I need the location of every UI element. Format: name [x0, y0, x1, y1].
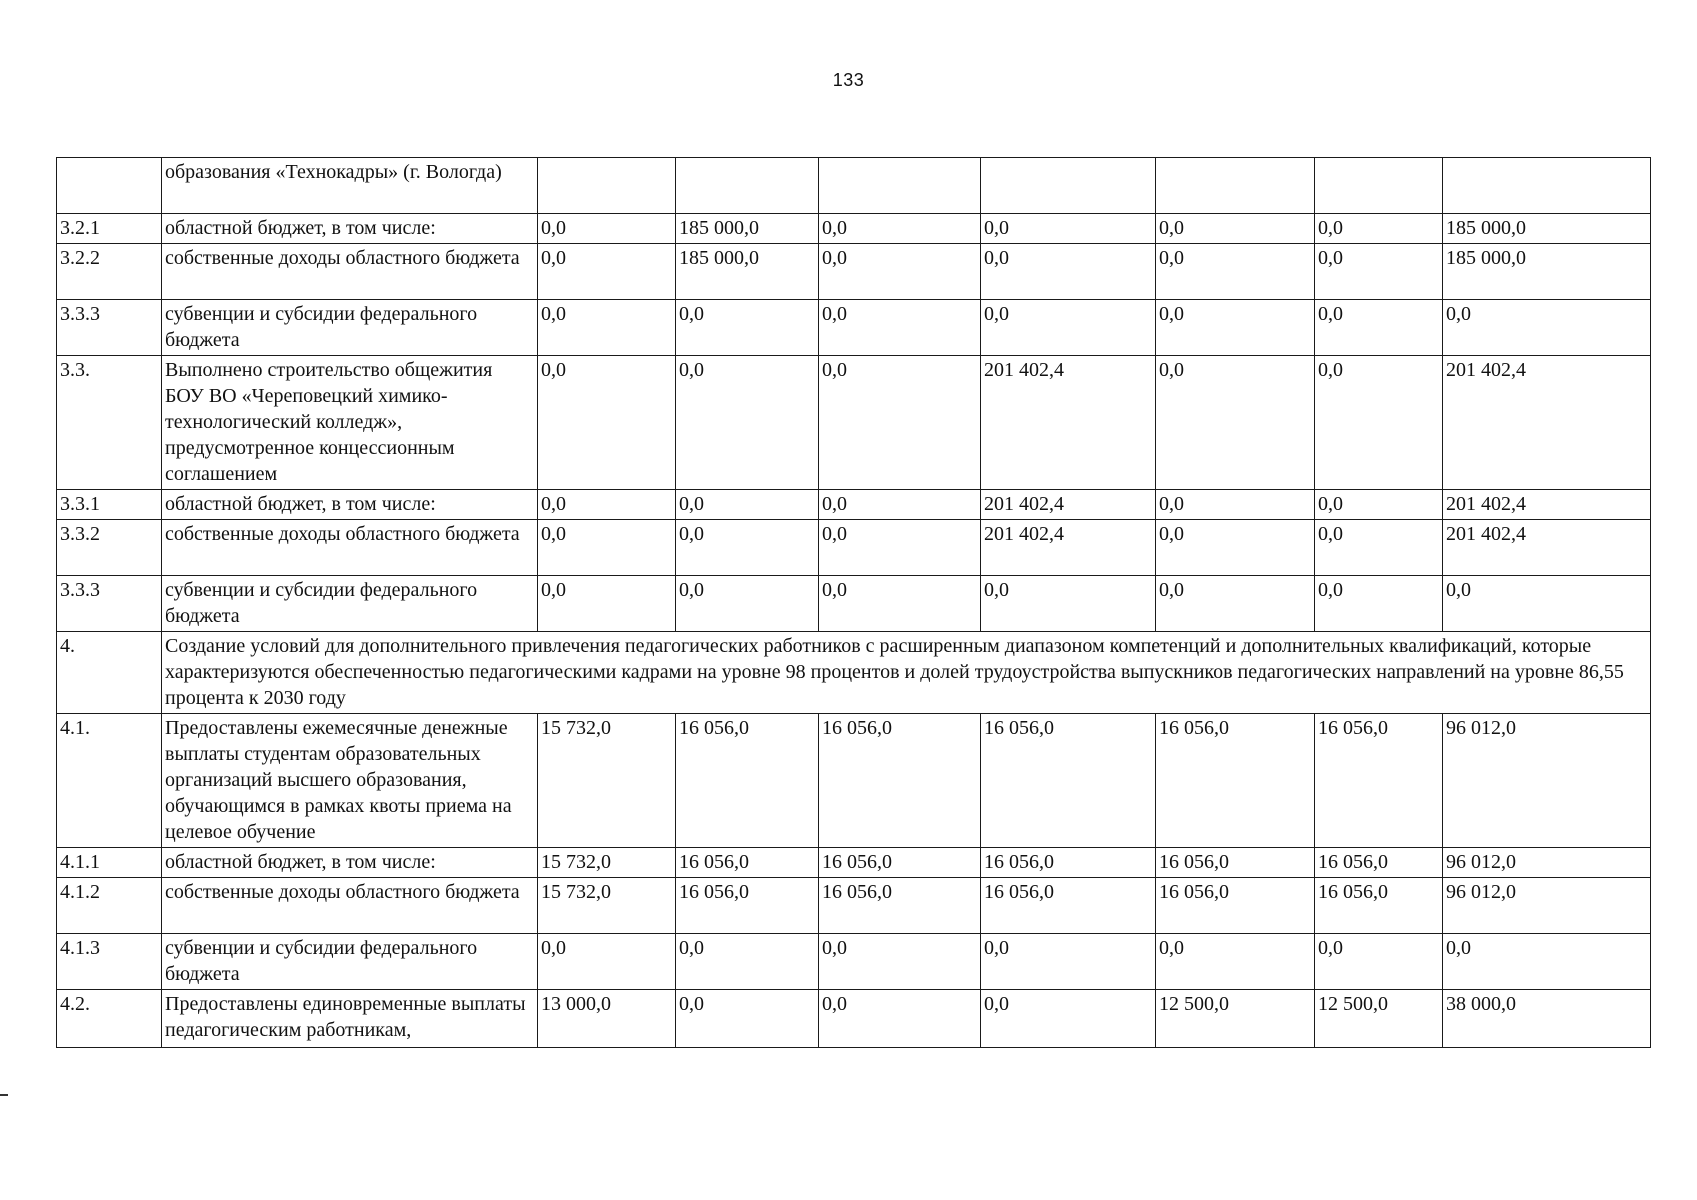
- row-name-cell: областной бюджет, в том числе:: [162, 490, 538, 520]
- value-cell: 16 056,0: [1156, 878, 1315, 934]
- value-cell: 0,0: [676, 490, 819, 520]
- row-code-cell: 3.3.3: [57, 576, 162, 632]
- value-cell: 0,0: [1443, 576, 1651, 632]
- value-cell: 16 056,0: [1315, 878, 1443, 934]
- value-cell: 0,0: [1156, 934, 1315, 990]
- value-cell: 0,0: [676, 990, 819, 1048]
- value-cell: 0,0: [981, 990, 1156, 1048]
- value-cell: 0,0: [676, 300, 819, 356]
- value-cell: 0,0: [1156, 356, 1315, 490]
- value-cell: 16 056,0: [676, 848, 819, 878]
- value-cell: 0,0: [1156, 300, 1315, 356]
- value-cell: 16 056,0: [676, 714, 819, 848]
- value-cell: 0,0: [819, 490, 981, 520]
- value-cell: 12 500,0: [1315, 990, 1443, 1048]
- value-cell: 0,0: [538, 576, 676, 632]
- value-cell: 0,0: [819, 520, 981, 576]
- table-row: [57, 632, 1651, 714]
- value-cell: 0,0: [819, 990, 981, 1048]
- value-cell: 16 056,0: [1315, 714, 1443, 848]
- value-cell: 0,0: [1443, 300, 1651, 356]
- row-name-cell: образования «Технокадры» (г. Вологда): [162, 158, 538, 214]
- row-name-cell: Предоставлены ежемесячные денежные выплаты студентам образовательных организаций высшего образования, обучающимся в рамках квоты приема на целевое обучение: [162, 714, 538, 848]
- value-cell: 12 500,0: [1156, 990, 1315, 1048]
- value-cell: 0,0: [819, 356, 981, 490]
- value-cell: 0,0: [819, 244, 981, 300]
- value-cell: 15 732,0: [538, 848, 676, 878]
- row-code-cell: 4.1.1: [57, 848, 162, 878]
- value-cell: 0,0: [1315, 300, 1443, 356]
- budget-table: [56, 157, 1651, 1048]
- value-cell: 0,0: [981, 300, 1156, 356]
- value-cell: 0,0: [538, 934, 676, 990]
- value-cell: 0,0: [819, 214, 981, 244]
- value-cell: 185 000,0: [676, 214, 819, 244]
- value-cell: [1315, 158, 1443, 214]
- row-name-cell: областной бюджет, в том числе:: [162, 214, 538, 244]
- value-cell: 16 056,0: [1156, 714, 1315, 848]
- value-cell: [1443, 158, 1651, 214]
- value-cell: 16 056,0: [819, 714, 981, 848]
- value-cell: 0,0: [676, 520, 819, 576]
- value-cell: 201 402,4: [981, 490, 1156, 520]
- value-cell: 96 012,0: [1443, 878, 1651, 934]
- value-cell: [538, 158, 676, 214]
- row-code-cell: 3.2.2: [57, 244, 162, 300]
- value-cell: 16 056,0: [819, 848, 981, 878]
- table-row: [57, 356, 1651, 490]
- value-cell: 0,0: [1315, 520, 1443, 576]
- value-cell: 0,0: [1315, 490, 1443, 520]
- value-cell: 16 056,0: [981, 714, 1156, 848]
- value-cell: 0,0: [676, 576, 819, 632]
- value-cell: 15 732,0: [538, 714, 676, 848]
- table-row: [57, 244, 1651, 300]
- row-code-cell: 3.3.3: [57, 300, 162, 356]
- value-cell: 201 402,4: [1443, 520, 1651, 576]
- row-code-cell: 4.: [57, 632, 162, 714]
- value-cell: 16 056,0: [1156, 848, 1315, 878]
- table-row: [57, 990, 1651, 1048]
- row-name-cell: собственные доходы областного бюджета: [162, 878, 538, 934]
- row-code-cell: 4.1.3: [57, 934, 162, 990]
- table-row: [57, 490, 1651, 520]
- table-row: [57, 520, 1651, 576]
- value-cell: 185 000,0: [1443, 214, 1651, 244]
- row-name-cell: Выполнено строительство общежития БОУ ВО «Череповецкий химико-технологический колледж», предусмотренное концессионным соглашением: [162, 356, 538, 490]
- table-row: [57, 878, 1651, 934]
- value-cell: 16 056,0: [981, 848, 1156, 878]
- value-cell: 0,0: [538, 356, 676, 490]
- value-cell: [676, 158, 819, 214]
- value-cell: 0,0: [538, 520, 676, 576]
- value-cell: 96 012,0: [1443, 848, 1651, 878]
- value-cell: 13 000,0: [538, 990, 676, 1048]
- value-cell: 96 012,0: [1443, 714, 1651, 848]
- value-cell: 0,0: [981, 576, 1156, 632]
- row-code-cell: 3.3.1: [57, 490, 162, 520]
- row-code-cell: [57, 158, 162, 214]
- table-row: [57, 934, 1651, 990]
- table-row: [57, 848, 1651, 878]
- value-cell: 38 000,0: [1443, 990, 1651, 1048]
- page-number: 133: [832, 70, 865, 90]
- value-cell: 201 402,4: [1443, 490, 1651, 520]
- table-row: [57, 714, 1651, 848]
- value-cell: 0,0: [1156, 244, 1315, 300]
- row-code-cell: 4.1.: [57, 714, 162, 848]
- row-code-cell: 3.2.1: [57, 214, 162, 244]
- value-cell: 0,0: [981, 934, 1156, 990]
- row-code-cell: 3.3.2: [57, 520, 162, 576]
- table-row: [57, 158, 1651, 214]
- value-cell: 0,0: [1315, 356, 1443, 490]
- value-cell: 0,0: [819, 300, 981, 356]
- row-name-cell: субвенции и субсидии федерального бюджета: [162, 300, 538, 356]
- row-name-cell: Предоставлены единовременные выплаты педагогическим работникам,: [162, 990, 538, 1048]
- row-name-cell: собственные доходы областного бюджета: [162, 520, 538, 576]
- scan-edge-mark: [0, 1094, 8, 1096]
- value-cell: 0,0: [538, 244, 676, 300]
- value-cell: 15 732,0: [538, 878, 676, 934]
- value-cell: 0,0: [1315, 244, 1443, 300]
- table-body: [57, 158, 1651, 1048]
- value-cell: 0,0: [676, 934, 819, 990]
- row-code-cell: 4.2.: [57, 990, 162, 1048]
- value-cell: 0,0: [676, 356, 819, 490]
- row-name-cell: субвенции и субсидии федерального бюджета: [162, 576, 538, 632]
- row-code-cell: 4.1.2: [57, 878, 162, 934]
- row-name-cell: субвенции и субсидии федерального бюджета: [162, 934, 538, 990]
- value-cell: 185 000,0: [676, 244, 819, 300]
- table-row: [57, 300, 1651, 356]
- value-cell: 16 056,0: [1315, 848, 1443, 878]
- value-cell: 0,0: [1156, 214, 1315, 244]
- row-name-cell: собственные доходы областного бюджета: [162, 244, 538, 300]
- value-cell: 0,0: [981, 214, 1156, 244]
- value-cell: 0,0: [1156, 490, 1315, 520]
- value-cell: 0,0: [1315, 576, 1443, 632]
- value-cell: 0,0: [1315, 214, 1443, 244]
- value-cell: 201 402,4: [981, 520, 1156, 576]
- value-cell: [1156, 158, 1315, 214]
- value-cell: 201 402,4: [981, 356, 1156, 490]
- value-cell: 16 056,0: [819, 878, 981, 934]
- value-cell: 0,0: [1156, 576, 1315, 632]
- value-cell: 0,0: [981, 244, 1156, 300]
- value-cell: 0,0: [1315, 934, 1443, 990]
- value-cell: 185 000,0: [1443, 244, 1651, 300]
- row-name-cell: областной бюджет, в том числе:: [162, 848, 538, 878]
- value-cell: 0,0: [538, 300, 676, 356]
- value-cell: 0,0: [538, 214, 676, 244]
- value-cell: 16 056,0: [981, 878, 1156, 934]
- value-cell: 0,0: [538, 490, 676, 520]
- row-code-cell: 3.3.: [57, 356, 162, 490]
- value-cell: [981, 158, 1156, 214]
- value-cell: 201 402,4: [1443, 356, 1651, 490]
- table-row: [57, 576, 1651, 632]
- value-cell: 0,0: [819, 576, 981, 632]
- value-cell: 0,0: [1156, 520, 1315, 576]
- value-cell: 16 056,0: [676, 878, 819, 934]
- section-heading-cell: Создание условий для дополнительного привлечения педагогических работников с расширенным диапазоном компетенций и дополнительных квалификаций, которые характеризуются обеспеченностью педагогическими кадрами на уровне 98 процентов и долей трудоустройства выпускников педагогических направлений на уровне 86,55 процента к 2030 году: [162, 632, 1651, 714]
- value-cell: 0,0: [819, 934, 981, 990]
- value-cell: [819, 158, 981, 214]
- value-cell: 0,0: [1443, 934, 1651, 990]
- table-row: [57, 214, 1651, 244]
